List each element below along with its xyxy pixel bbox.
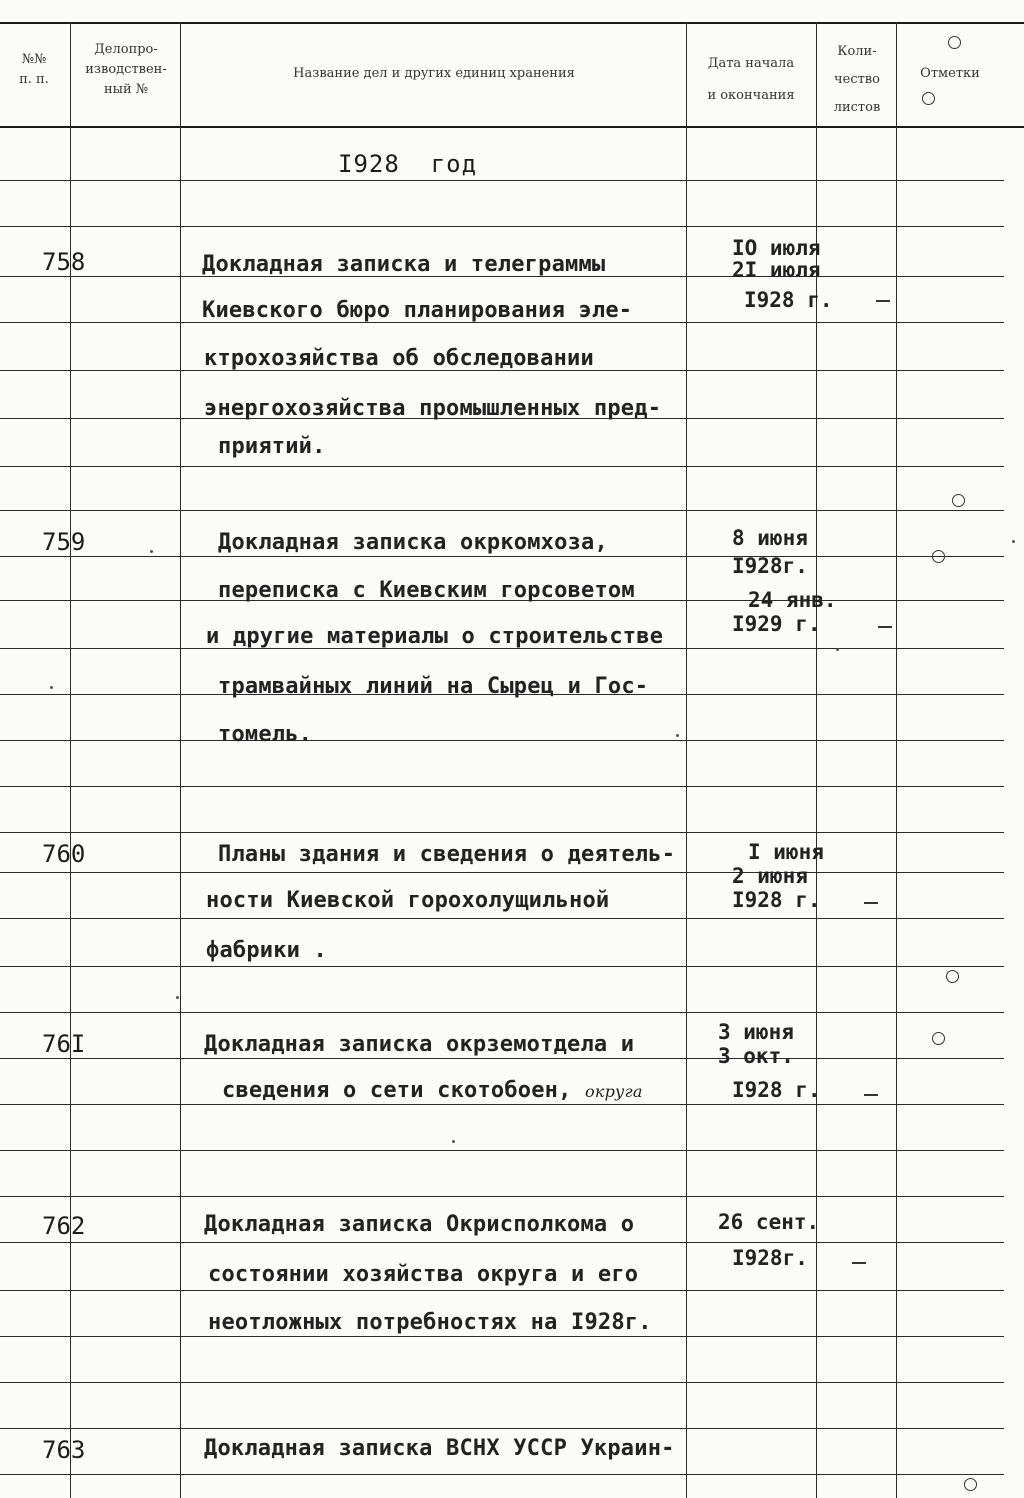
record-title-line: переписка с Киевским горсоветом bbox=[218, 578, 635, 603]
header-col-office-number: Делопро- изводствен- ный № bbox=[85, 42, 167, 97]
sheets-dash bbox=[864, 1094, 878, 1096]
record-date: I928 г. bbox=[732, 888, 821, 912]
record-date: I928г. bbox=[732, 1246, 808, 1270]
header-col-notes: Отметки bbox=[920, 66, 980, 81]
record-title-line: Докладная записка и телеграммы bbox=[202, 252, 606, 277]
record-title-line: энергохозяйства промышленных пред- bbox=[204, 396, 662, 421]
header-col-sheets: Коли- чество листов bbox=[833, 44, 881, 115]
record-title-line: ктрохозяйства об обследовании bbox=[204, 346, 594, 371]
punch-hole-icon bbox=[932, 550, 945, 563]
record-title-line: фабрики . bbox=[206, 938, 328, 963]
record-date: 3 окт. bbox=[718, 1044, 794, 1068]
header-top-rule bbox=[0, 22, 1024, 24]
record-number: 759 bbox=[42, 528, 86, 556]
sheets-dash bbox=[864, 902, 878, 904]
sheets-dash bbox=[876, 300, 890, 302]
header-col-dates: Дата начала и окончания bbox=[707, 56, 795, 103]
record-title-line: Киевского бюро планирования эле- bbox=[202, 298, 633, 323]
record-date: 2 июня bbox=[732, 864, 808, 888]
record-title-line: Планы здания и сведения о деятель- bbox=[218, 842, 676, 867]
record-title-line: Докладная записка ВСНХ УССР Украин- bbox=[204, 1436, 675, 1461]
record-title-line bbox=[222, 1078, 643, 1103]
record-title-line: ности Киевской горохолущильной bbox=[206, 888, 610, 913]
record-title-line: Докладная записка Окрисполкома о bbox=[204, 1212, 635, 1237]
scan-speck bbox=[836, 648, 839, 651]
punch-hole-icon bbox=[932, 1032, 945, 1045]
punch-hole-icon bbox=[946, 970, 959, 983]
column-divider bbox=[70, 22, 71, 1498]
sheets-dash bbox=[852, 1262, 866, 1264]
record-date: I929 г. bbox=[732, 612, 821, 636]
scan-speck bbox=[676, 734, 679, 737]
record-date: I928г. bbox=[732, 554, 808, 578]
record-date: 26 сент. bbox=[718, 1210, 820, 1234]
scan-speck bbox=[176, 996, 179, 999]
scan-speck bbox=[1012, 540, 1015, 543]
handwritten-note: округа bbox=[585, 1082, 643, 1101]
record-date: I928 г. bbox=[732, 1078, 821, 1102]
record-date: 2I июля bbox=[732, 258, 821, 282]
scan-speck bbox=[150, 550, 153, 553]
scan-speck bbox=[452, 1140, 455, 1143]
record-number: 763 bbox=[42, 1436, 86, 1464]
record-date: 8 июня bbox=[732, 526, 808, 550]
column-divider bbox=[896, 22, 897, 1498]
record-date: I928 г. bbox=[744, 288, 833, 312]
record-date: 3 июня bbox=[718, 1020, 794, 1044]
record-title-line: состоянии хозяйства округа и его bbox=[208, 1262, 639, 1287]
column-divider bbox=[686, 22, 687, 1498]
record-title-line: неотложных потребностях на I928г. bbox=[208, 1310, 652, 1335]
record-date: IO июля bbox=[732, 236, 821, 260]
year-heading: I928 год bbox=[338, 150, 478, 178]
column-divider bbox=[180, 22, 181, 1498]
punch-hole-icon bbox=[948, 36, 961, 49]
header-col-number: №№ п. п. bbox=[19, 52, 49, 87]
record-title-line: трамвайных линий на Сырец и Гос- bbox=[218, 674, 649, 699]
record-date: 24 янв. bbox=[748, 588, 837, 612]
header-col-title: Название дел и других единиц хранения bbox=[293, 66, 575, 81]
record-title-line: приятий. bbox=[218, 434, 326, 459]
record-title-text: сведения о сети скотобоен, bbox=[222, 1078, 572, 1103]
record-title-line: томель. bbox=[218, 722, 313, 747]
sheets-dash bbox=[878, 626, 892, 628]
record-title-line: Докладная записка окркомхоза, bbox=[218, 530, 608, 555]
punch-hole-icon bbox=[922, 92, 935, 105]
record-number: 760 bbox=[42, 840, 86, 868]
record-number: 758 bbox=[42, 248, 86, 276]
header-bottom-rule bbox=[0, 126, 1024, 128]
record-number: 762 bbox=[42, 1212, 86, 1240]
record-title-line: Докладная записка окрземотдела и bbox=[204, 1032, 635, 1057]
punch-hole-icon bbox=[964, 1478, 977, 1491]
scan-speck bbox=[50, 686, 53, 689]
punch-hole-icon bbox=[952, 494, 965, 507]
record-date: I июня bbox=[748, 840, 824, 864]
record-title-line: и другие материалы о строительстве bbox=[206, 624, 664, 649]
record-number: 76I bbox=[42, 1030, 86, 1058]
